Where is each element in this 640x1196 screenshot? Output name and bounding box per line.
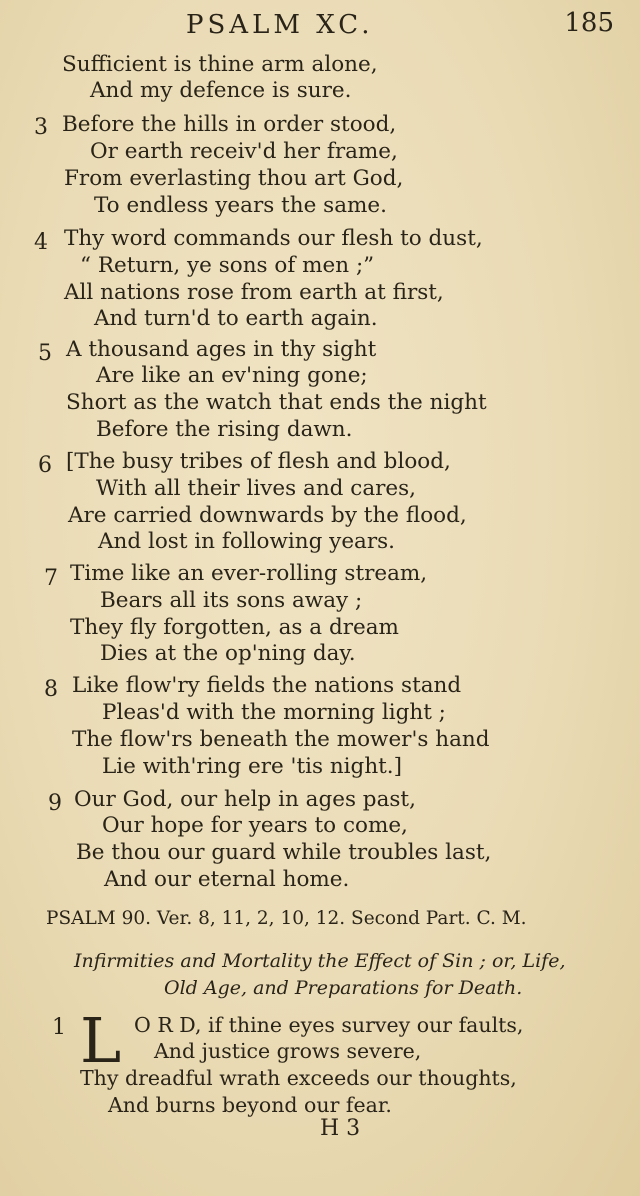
verse-number: 6 bbox=[38, 453, 52, 478]
verse-line: And justice grows severe, bbox=[154, 1039, 422, 1063]
verse-line: “ Return, ye sons of men ;” bbox=[80, 253, 375, 278]
verse-number: 9 bbox=[48, 791, 62, 816]
verse-line: Are carried downwards by the flood, bbox=[68, 503, 467, 528]
verse-line: [The busy tribes of flesh and blood, bbox=[66, 449, 451, 474]
running-title: PSALM XC. bbox=[186, 10, 374, 40]
psalm-subtitle: Infirmities and Mortality the Effect of Sin ; or, Life, bbox=[74, 950, 566, 972]
verse-line: Pleas'd with the morning light ; bbox=[102, 700, 446, 725]
verse-line: Short as the watch that ends the night bbox=[66, 390, 487, 415]
verse-line: Be thou our guard while troubles last, bbox=[76, 840, 492, 865]
page-number: 185 bbox=[564, 8, 614, 38]
verse-line: Like flow'ry fields the nations stand bbox=[72, 673, 462, 698]
verse-line: The flow'rs beneath the mower's hand bbox=[72, 727, 490, 752]
verse-line: Our God, our help in ages past, bbox=[74, 787, 416, 812]
verse-line: Are like an ev'ning gone; bbox=[96, 363, 368, 388]
drop-cap: L bbox=[80, 1004, 122, 1077]
verse-number: 7 bbox=[44, 566, 58, 591]
verse-line: A thousand ages in thy sight bbox=[66, 337, 377, 362]
verse-number: 1 bbox=[52, 1015, 66, 1040]
verse-number: 3 bbox=[34, 115, 48, 140]
verse-line: And burns beyond our fear. bbox=[108, 1093, 392, 1117]
verse-line: Sufficient is thine arm alone, bbox=[62, 52, 378, 77]
verse-line: Time like an ever-rolling stream, bbox=[70, 561, 428, 586]
verse-line: And turn'd to earth again. bbox=[94, 306, 378, 331]
verse-line: And lost in following years. bbox=[98, 529, 396, 554]
verse-line: With all their lives and cares, bbox=[96, 476, 417, 501]
verse-number: 5 bbox=[38, 341, 52, 366]
verse-number: 8 bbox=[44, 677, 58, 702]
verse-line: Lie with'ring ere 'tis night.] bbox=[102, 754, 403, 779]
verse-line: To endless years the same. bbox=[94, 193, 387, 218]
verse-line: All nations rose from earth at first, bbox=[64, 280, 444, 305]
verse-line: Thy dreadful wrath exceeds our thoughts, bbox=[80, 1066, 517, 1090]
verse-line: They fly forgotten, as a dream bbox=[70, 615, 399, 640]
verse-line: Before the hills in order stood, bbox=[62, 112, 397, 137]
psalm-heading: PSALM 90. Ver. 8, 11, 2, 10, 12. Second Part. C. M. bbox=[46, 908, 527, 929]
verse-line: Or earth receiv'd her frame, bbox=[90, 139, 398, 164]
printer-signature: H 3 bbox=[320, 1116, 361, 1141]
verse-number: 4 bbox=[34, 230, 48, 255]
verse-line: And our eternal home. bbox=[104, 867, 350, 892]
verse-line: And my defence is sure. bbox=[90, 78, 352, 103]
verse-line: O R D, if thine eyes survey our faults, bbox=[134, 1013, 524, 1037]
verse-line: Before the rising dawn. bbox=[96, 417, 353, 442]
verse-line: Dies at the op'ning day. bbox=[100, 641, 356, 666]
verse-line: Our hope for years to come, bbox=[102, 813, 408, 838]
psalm-subtitle: Old Age, and Preparations for Death. bbox=[164, 977, 523, 999]
verse-line: Thy word commands our flesh to dust, bbox=[64, 226, 483, 251]
verse-line: Bears all its sons away ; bbox=[100, 588, 363, 613]
running-header bbox=[0, 10, 640, 44]
verse-line: From everlasting thou art God, bbox=[64, 166, 404, 191]
